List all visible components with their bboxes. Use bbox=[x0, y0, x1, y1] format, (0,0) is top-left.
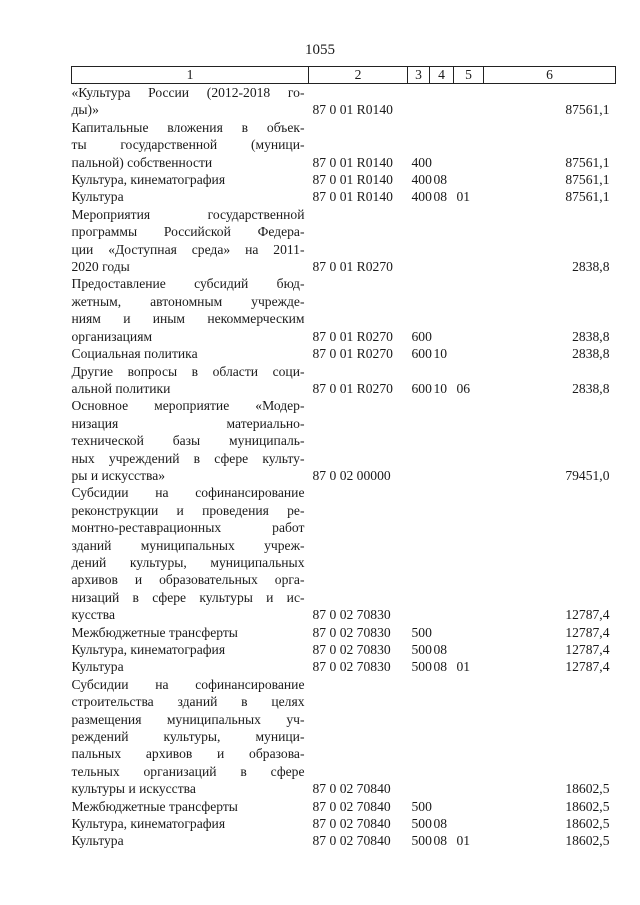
row-subsection: 01 bbox=[456, 833, 471, 849]
row-section: 08 bbox=[433, 642, 448, 657]
row-name-line: организациям bbox=[71, 328, 153, 344]
row-subsection bbox=[454, 815, 484, 832]
row-expense-type: 500 bbox=[411, 816, 432, 832]
row-name-line: ты государственной (муници- bbox=[71, 137, 305, 153]
row-subsection bbox=[454, 641, 484, 658]
row-section: 08 bbox=[433, 172, 448, 188]
row-amount: 18602,5 bbox=[565, 833, 610, 849]
row-amount: 12787,4 bbox=[565, 659, 610, 675]
row-name bbox=[72, 815, 309, 832]
row-name-line: архивов и образовательных орга- bbox=[71, 572, 305, 588]
row-name-line: низация материально- bbox=[71, 415, 305, 431]
row-code: 87 0 02 70840 bbox=[312, 816, 391, 832]
row-subsection: 06 bbox=[456, 380, 471, 396]
row-section: 08 bbox=[433, 816, 448, 832]
row-name-line: ды)» bbox=[71, 102, 99, 118]
row-name-line: Предоставление субсидий бюд- bbox=[71, 276, 305, 292]
row-code: 87 0 01 R0270 bbox=[312, 259, 393, 275]
row-amount: 18602,5 bbox=[565, 798, 610, 814]
row-name-line: реждений культуры, муници- bbox=[71, 729, 305, 745]
row-name-line: ных учреждений в сфере культу- bbox=[71, 450, 305, 466]
row-expense-type: 500 bbox=[411, 833, 432, 849]
budget-table bbox=[71, 66, 616, 850]
table-row bbox=[72, 188, 616, 205]
row-name-line: Капитальные вложения в объек- bbox=[71, 119, 305, 135]
table-row bbox=[72, 798, 616, 815]
row-name-line: ции «Доступная среда» на 2011- bbox=[71, 241, 305, 257]
row-name bbox=[72, 171, 309, 188]
row-expense-type: 500 bbox=[411, 798, 432, 814]
row-name-line: Социальная политика bbox=[71, 346, 198, 362]
table-row bbox=[72, 275, 616, 345]
header-row bbox=[72, 67, 616, 84]
row-name-line: 2020 годы bbox=[71, 259, 130, 275]
row-expense-type: 600 bbox=[411, 380, 432, 396]
row-code: 87 0 02 70840 bbox=[312, 781, 391, 797]
row-name bbox=[72, 832, 309, 849]
row-amount: 87561,1 bbox=[565, 102, 610, 118]
row-code: 87 0 02 70830 bbox=[312, 642, 391, 657]
row-name bbox=[72, 188, 309, 205]
row-subsection: 01 bbox=[456, 659, 471, 675]
table-row bbox=[72, 345, 616, 362]
row-subsection bbox=[454, 119, 484, 171]
row-section: 10 bbox=[433, 380, 448, 396]
row-code: 87 0 01 R0270 bbox=[312, 380, 393, 396]
row-name-line: реконструкции и проведения ре- bbox=[71, 502, 305, 518]
row-amount: 12787,4 bbox=[565, 624, 610, 640]
row-section bbox=[430, 119, 454, 171]
row-name-line: Другие вопросы в области соци- bbox=[71, 363, 305, 379]
row-name-line: Культура bbox=[71, 833, 124, 849]
table-row bbox=[72, 206, 616, 276]
row-name-line: альной политики bbox=[71, 380, 171, 396]
column-header-4: 4 bbox=[430, 67, 454, 84]
row-name-line: Мероприятия государственной bbox=[71, 206, 305, 222]
row-amount: 18602,5 bbox=[565, 816, 610, 832]
column-header-1: 1 bbox=[72, 67, 309, 84]
row-name-line: Культура, кинематография bbox=[71, 642, 226, 657]
row-amount: 12787,4 bbox=[565, 607, 610, 623]
table-row bbox=[72, 815, 616, 832]
row-name bbox=[72, 119, 309, 171]
row-expense-type bbox=[408, 397, 430, 484]
row-name-line: ры и искусства» bbox=[71, 467, 166, 483]
row-name-line: дений культуры, муниципальных bbox=[71, 554, 305, 570]
row-section: 08 bbox=[433, 189, 448, 205]
row-name-line: кусства bbox=[71, 607, 115, 623]
row-code: 87 0 02 70830 bbox=[312, 607, 391, 623]
row-name-line: Субсидии на софинансирование bbox=[71, 676, 305, 692]
row-subsection bbox=[454, 345, 484, 362]
row-name bbox=[72, 345, 309, 362]
row-expense-type: 600 bbox=[411, 346, 432, 362]
table-row bbox=[72, 119, 616, 171]
row-section: 08 bbox=[433, 659, 448, 675]
row-name-line: зданий муниципальных учреж- bbox=[71, 537, 305, 553]
row-name bbox=[72, 676, 309, 798]
row-subsection bbox=[454, 624, 484, 641]
row-code: 87 0 01 R0270 bbox=[312, 328, 393, 344]
row-name-line: Межбюджетные трансферты bbox=[71, 624, 238, 640]
row-name bbox=[72, 275, 309, 345]
row-amount: 18602,5 bbox=[565, 781, 610, 797]
row-section bbox=[430, 798, 454, 815]
row-subsection: 01 bbox=[456, 189, 471, 205]
column-header-5: 5 bbox=[454, 67, 484, 84]
row-code: 87 0 02 70840 bbox=[312, 798, 391, 814]
row-amount: 12787,4 bbox=[565, 642, 610, 657]
row-amount: 2838,8 bbox=[572, 380, 610, 396]
row-expense-type bbox=[408, 676, 430, 798]
table-row bbox=[72, 84, 616, 119]
row-name bbox=[72, 484, 309, 623]
row-amount: 2838,8 bbox=[572, 259, 610, 275]
row-expense-type: 500 bbox=[411, 642, 432, 657]
row-code: 87 0 02 70830 bbox=[312, 624, 391, 640]
row-name-line: тельных организаций в сфере bbox=[71, 763, 305, 779]
row-amount: 2838,8 bbox=[572, 346, 610, 362]
row-name-line: размещения муниципальных уч- bbox=[71, 711, 305, 727]
row-subsection bbox=[454, 397, 484, 484]
row-amount: 2838,8 bbox=[572, 328, 610, 344]
table-row bbox=[72, 676, 616, 798]
row-code: 87 0 01 R0270 bbox=[312, 346, 393, 362]
row-name-line: Культура bbox=[71, 659, 124, 675]
row-expense-type bbox=[408, 484, 430, 623]
row-section: 08 bbox=[433, 833, 448, 849]
table-row bbox=[72, 171, 616, 188]
row-expense-type: 400 bbox=[411, 189, 432, 205]
column-header-6: 6 bbox=[484, 67, 616, 84]
table-row bbox=[72, 641, 616, 658]
row-code: 87 0 02 00000 bbox=[312, 467, 391, 483]
row-section: 10 bbox=[433, 346, 448, 362]
table-row bbox=[72, 658, 616, 675]
row-code: 87 0 01 R0140 bbox=[312, 189, 393, 205]
row-amount: 87561,1 bbox=[565, 154, 610, 170]
row-name-line: программы Российской Федера- bbox=[71, 224, 305, 240]
row-name-line: строительства зданий в целях bbox=[71, 694, 305, 710]
row-expense-type bbox=[408, 206, 430, 276]
column-header-2: 2 bbox=[309, 67, 408, 84]
row-code: 87 0 01 R0140 bbox=[312, 172, 393, 188]
row-name bbox=[72, 363, 309, 398]
row-name-line: низаций в сфере культуры и ис- bbox=[71, 589, 305, 605]
row-expense-type bbox=[408, 84, 430, 119]
table-row bbox=[72, 363, 616, 398]
row-name bbox=[72, 658, 309, 675]
row-name-line: жетным, автономным учрежде- bbox=[71, 293, 305, 309]
table-row bbox=[72, 397, 616, 484]
row-name-line: Основное мероприятие «Модер- bbox=[71, 398, 305, 414]
row-section bbox=[430, 206, 454, 276]
row-section bbox=[430, 676, 454, 798]
row-name-line: ниям и иным некоммерческим bbox=[71, 311, 305, 327]
row-name bbox=[72, 84, 309, 119]
row-subsection bbox=[454, 275, 484, 345]
table-row bbox=[72, 484, 616, 623]
row-section bbox=[430, 84, 454, 119]
row-subsection bbox=[454, 206, 484, 276]
row-expense-type: 500 bbox=[411, 659, 432, 675]
row-name bbox=[72, 641, 309, 658]
row-expense-type: 600 bbox=[411, 328, 432, 344]
row-section bbox=[430, 484, 454, 623]
row-expense-type: 500 bbox=[411, 624, 432, 640]
row-name bbox=[72, 397, 309, 484]
row-name bbox=[72, 798, 309, 815]
row-name-line: Культура bbox=[71, 189, 124, 205]
row-section bbox=[430, 397, 454, 484]
row-name-line: Культура, кинематография bbox=[71, 816, 226, 832]
row-code: 87 0 01 R0140 bbox=[312, 154, 393, 170]
page-number: 1055 bbox=[305, 42, 335, 58]
row-name bbox=[72, 624, 309, 641]
column-header-3: 3 bbox=[408, 67, 430, 84]
row-name-line: монтно-реставрационных работ bbox=[71, 520, 305, 536]
row-amount: 87561,1 bbox=[565, 189, 610, 205]
row-amount: 79451,0 bbox=[565, 467, 610, 483]
table-row bbox=[72, 624, 616, 641]
row-code: 87 0 02 70830 bbox=[312, 659, 391, 675]
row-name bbox=[72, 206, 309, 276]
row-subsection bbox=[454, 676, 484, 798]
row-code: 87 0 02 70840 bbox=[312, 833, 391, 849]
row-subsection bbox=[454, 484, 484, 623]
row-expense-type: 400 bbox=[411, 154, 432, 170]
row-amount: 87561,1 bbox=[565, 172, 610, 188]
table-body bbox=[72, 84, 616, 850]
row-name-line: пальных архивов и образова- bbox=[71, 746, 305, 762]
row-subsection bbox=[454, 171, 484, 188]
row-section bbox=[430, 624, 454, 641]
row-name-line: Культура, кинематография bbox=[71, 172, 226, 188]
row-name-line: Субсидии на софинансирование bbox=[71, 485, 305, 501]
row-subsection bbox=[454, 798, 484, 815]
table-header bbox=[72, 67, 616, 84]
row-name-line: Межбюджетные трансферты bbox=[71, 798, 238, 814]
row-expense-type: 400 bbox=[411, 172, 432, 188]
row-subsection bbox=[454, 84, 484, 119]
row-name-line: «Культура России (2012-2018 го- bbox=[71, 85, 305, 100]
row-name-line: культуры и искусства bbox=[71, 781, 196, 797]
row-name-line: технической базы муниципаль- bbox=[71, 433, 305, 449]
row-name-line: пальной) собственности bbox=[71, 154, 213, 170]
row-code: 87 0 01 R0140 bbox=[312, 102, 393, 118]
table-row bbox=[72, 832, 616, 849]
row-section bbox=[430, 275, 454, 345]
